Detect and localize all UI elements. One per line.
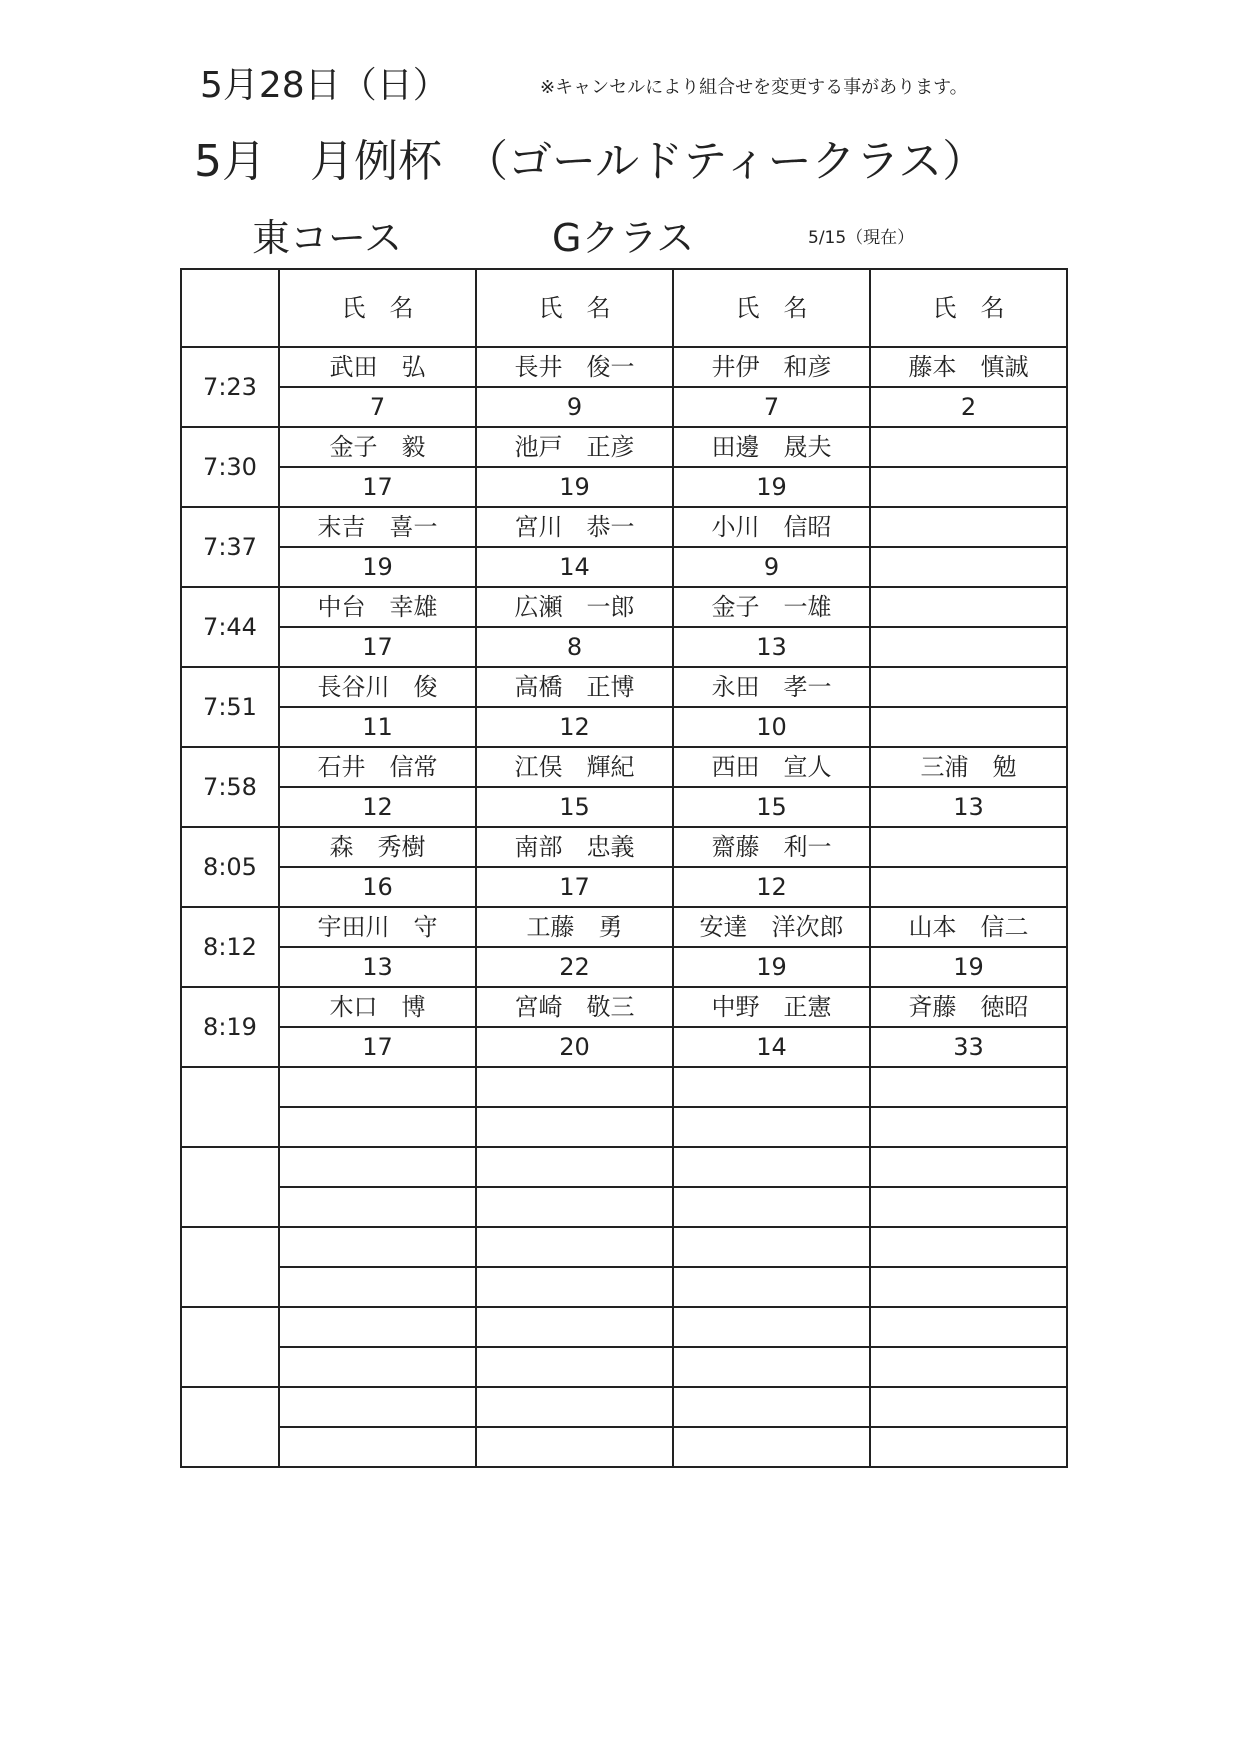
tee-time [181, 1147, 279, 1227]
player-handicap: 15 [673, 787, 870, 827]
player-name [476, 1307, 673, 1347]
player-name: 高橋 正博 [476, 667, 673, 707]
tee-time [181, 1227, 279, 1307]
player-handicap: 13 [870, 787, 1067, 827]
player-name: 斉藤 徳昭 [870, 987, 1067, 1027]
group-name-row [181, 907, 1067, 947]
player-name [673, 1387, 870, 1427]
player-handicap: 12 [476, 707, 673, 747]
player-handicap [279, 1267, 476, 1307]
player-handicap [673, 1427, 870, 1467]
player-handicap: 7 [279, 387, 476, 427]
group-name-row [181, 587, 1067, 627]
group-name-row [181, 667, 1067, 707]
player-handicap: 17 [476, 867, 673, 907]
player-name: 広瀬 一郎 [476, 587, 673, 627]
as-of-date: 5/15（現在） [808, 228, 915, 248]
tee-time: 7:51 [181, 667, 279, 747]
group-handicap-row [181, 1267, 1067, 1307]
player-name: 武田 弘 [279, 347, 476, 387]
player-name: 安達 洋次郎 [673, 907, 870, 947]
column-header: 氏 名 [870, 269, 1067, 347]
player-name: 宮川 恭一 [476, 507, 673, 547]
player-handicap [476, 1187, 673, 1227]
player-name: 藤本 慎誠 [870, 347, 1067, 387]
player-handicap [673, 1107, 870, 1147]
group-name-row [181, 507, 1067, 547]
group-handicap-row [181, 627, 1067, 667]
tee-time: 7:30 [181, 427, 279, 507]
player-name: 山本 信二 [870, 907, 1067, 947]
player-handicap [476, 1347, 673, 1387]
tee-time: 7:37 [181, 507, 279, 587]
player-handicap [673, 1267, 870, 1307]
group-handicap-row [181, 867, 1067, 907]
player-name: 末吉 喜一 [279, 507, 476, 547]
player-handicap: 2 [870, 387, 1067, 427]
group-handicap-row [181, 947, 1067, 987]
player-handicap: 19 [673, 467, 870, 507]
player-handicap [279, 1427, 476, 1467]
player-name [673, 1147, 870, 1187]
player-handicap: 19 [870, 947, 1067, 987]
tee-time [181, 1067, 279, 1147]
player-handicap: 17 [279, 1027, 476, 1067]
player-handicap: 17 [279, 467, 476, 507]
player-handicap: 13 [279, 947, 476, 987]
player-handicap [870, 1107, 1067, 1147]
player-handicap [870, 627, 1067, 667]
group-handicap-row [181, 1187, 1067, 1227]
page-title: 5月 月例杯 （ゴールドティークラス） [194, 136, 987, 187]
player-handicap [673, 1347, 870, 1387]
player-name: 金子 一雄 [673, 587, 870, 627]
player-handicap [870, 467, 1067, 507]
player-name: 宇田川 守 [279, 907, 476, 947]
player-name [279, 1387, 476, 1427]
class-label: Gクラス [552, 216, 695, 260]
column-header: 氏 名 [673, 269, 870, 347]
group-handicap-row [181, 547, 1067, 587]
player-name: 工藤 勇 [476, 907, 673, 947]
player-handicap [870, 1427, 1067, 1467]
time-header-cell [181, 269, 279, 347]
player-name [870, 1307, 1067, 1347]
group-name-row [181, 1387, 1067, 1427]
group-handicap-row [181, 1027, 1067, 1067]
player-handicap [279, 1347, 476, 1387]
player-handicap: 10 [673, 707, 870, 747]
player-handicap: 20 [476, 1027, 673, 1067]
player-handicap [673, 1187, 870, 1227]
group-handicap-row [181, 707, 1067, 747]
player-handicap [279, 1107, 476, 1147]
group-name-row [181, 1147, 1067, 1187]
player-name [870, 1147, 1067, 1187]
tee-time [181, 1387, 279, 1467]
player-name: 木口 博 [279, 987, 476, 1027]
player-handicap: 7 [673, 387, 870, 427]
player-handicap [476, 1107, 673, 1147]
player-name [476, 1387, 673, 1427]
event-date: 5月28日（日） [200, 65, 449, 106]
group-name-row [181, 827, 1067, 867]
header-row [181, 269, 1067, 347]
group-handicap-row [181, 467, 1067, 507]
player-handicap: 22 [476, 947, 673, 987]
tee-time: 7:44 [181, 587, 279, 667]
player-handicap: 13 [673, 627, 870, 667]
player-name [870, 1387, 1067, 1427]
player-name [673, 1067, 870, 1107]
player-name [870, 1227, 1067, 1267]
group-name-row [181, 1227, 1067, 1267]
group-handicap-row [181, 787, 1067, 827]
player-handicap: 12 [673, 867, 870, 907]
player-handicap [870, 1267, 1067, 1307]
player-handicap [870, 707, 1067, 747]
player-handicap [870, 547, 1067, 587]
group-name-row [181, 747, 1067, 787]
player-name: 金子 毅 [279, 427, 476, 467]
player-handicap [870, 1347, 1067, 1387]
player-name [279, 1067, 476, 1107]
group-handicap-row [181, 1427, 1067, 1467]
player-name: 小川 信昭 [673, 507, 870, 547]
tee-time: 8:19 [181, 987, 279, 1067]
group-name-row [181, 427, 1067, 467]
player-name: 永田 孝一 [673, 667, 870, 707]
group-name-row [181, 347, 1067, 387]
player-handicap [870, 1187, 1067, 1227]
player-name [279, 1147, 476, 1187]
player-handicap [476, 1427, 673, 1467]
change-notice: ※キャンセルにより組合せを変更する事があります。 [540, 77, 968, 98]
player-name [870, 507, 1067, 547]
group-name-row [181, 987, 1067, 1027]
player-handicap: 19 [673, 947, 870, 987]
tee-time-table [180, 268, 1068, 1468]
tee-time [181, 1307, 279, 1387]
player-handicap [476, 1267, 673, 1307]
player-name: 石井 信常 [279, 747, 476, 787]
group-handicap-row [181, 1347, 1067, 1387]
player-name: 田邊 晟夫 [673, 427, 870, 467]
player-name [870, 427, 1067, 467]
player-name [476, 1147, 673, 1187]
player-handicap: 19 [279, 547, 476, 587]
player-handicap: 9 [476, 387, 673, 427]
player-handicap: 14 [476, 547, 673, 587]
group-name-row [181, 1067, 1067, 1107]
player-handicap: 19 [476, 467, 673, 507]
player-name [673, 1307, 870, 1347]
player-handicap: 16 [279, 867, 476, 907]
tee-time: 7:23 [181, 347, 279, 427]
player-name: 三浦 勉 [870, 747, 1067, 787]
player-handicap: 15 [476, 787, 673, 827]
player-handicap [279, 1187, 476, 1227]
player-handicap: 17 [279, 627, 476, 667]
player-handicap: 14 [673, 1027, 870, 1067]
player-name [476, 1067, 673, 1107]
player-name [870, 587, 1067, 627]
player-name [673, 1227, 870, 1267]
player-handicap: 33 [870, 1027, 1067, 1067]
player-name: 長谷川 俊 [279, 667, 476, 707]
group-handicap-row [181, 1107, 1067, 1147]
player-name: 西田 宣人 [673, 747, 870, 787]
player-name: 中野 正憲 [673, 987, 870, 1027]
player-name [476, 1227, 673, 1267]
column-header: 氏 名 [476, 269, 673, 347]
column-header: 氏 名 [279, 269, 476, 347]
player-name: 中台 幸雄 [279, 587, 476, 627]
player-handicap [870, 867, 1067, 907]
player-name [870, 1067, 1067, 1107]
player-name [870, 667, 1067, 707]
player-name [870, 827, 1067, 867]
player-name: 長井 俊一 [476, 347, 673, 387]
player-name: 森 秀樹 [279, 827, 476, 867]
player-name: 江俣 輝紀 [476, 747, 673, 787]
player-handicap: 9 [673, 547, 870, 587]
player-handicap: 12 [279, 787, 476, 827]
course-label: 東コース [252, 216, 403, 260]
tee-time: 7:58 [181, 747, 279, 827]
player-name [279, 1227, 476, 1267]
player-name: 齋藤 利一 [673, 827, 870, 867]
player-name [279, 1307, 476, 1347]
player-name: 井伊 和彦 [673, 347, 870, 387]
tee-time: 8:12 [181, 907, 279, 987]
player-name: 宮崎 敬三 [476, 987, 673, 1027]
group-handicap-row [181, 387, 1067, 427]
player-name: 南部 忠義 [476, 827, 673, 867]
group-name-row [181, 1307, 1067, 1347]
player-handicap: 8 [476, 627, 673, 667]
player-name: 池戸 正彦 [476, 427, 673, 467]
player-handicap: 11 [279, 707, 476, 747]
tee-time: 8:05 [181, 827, 279, 907]
